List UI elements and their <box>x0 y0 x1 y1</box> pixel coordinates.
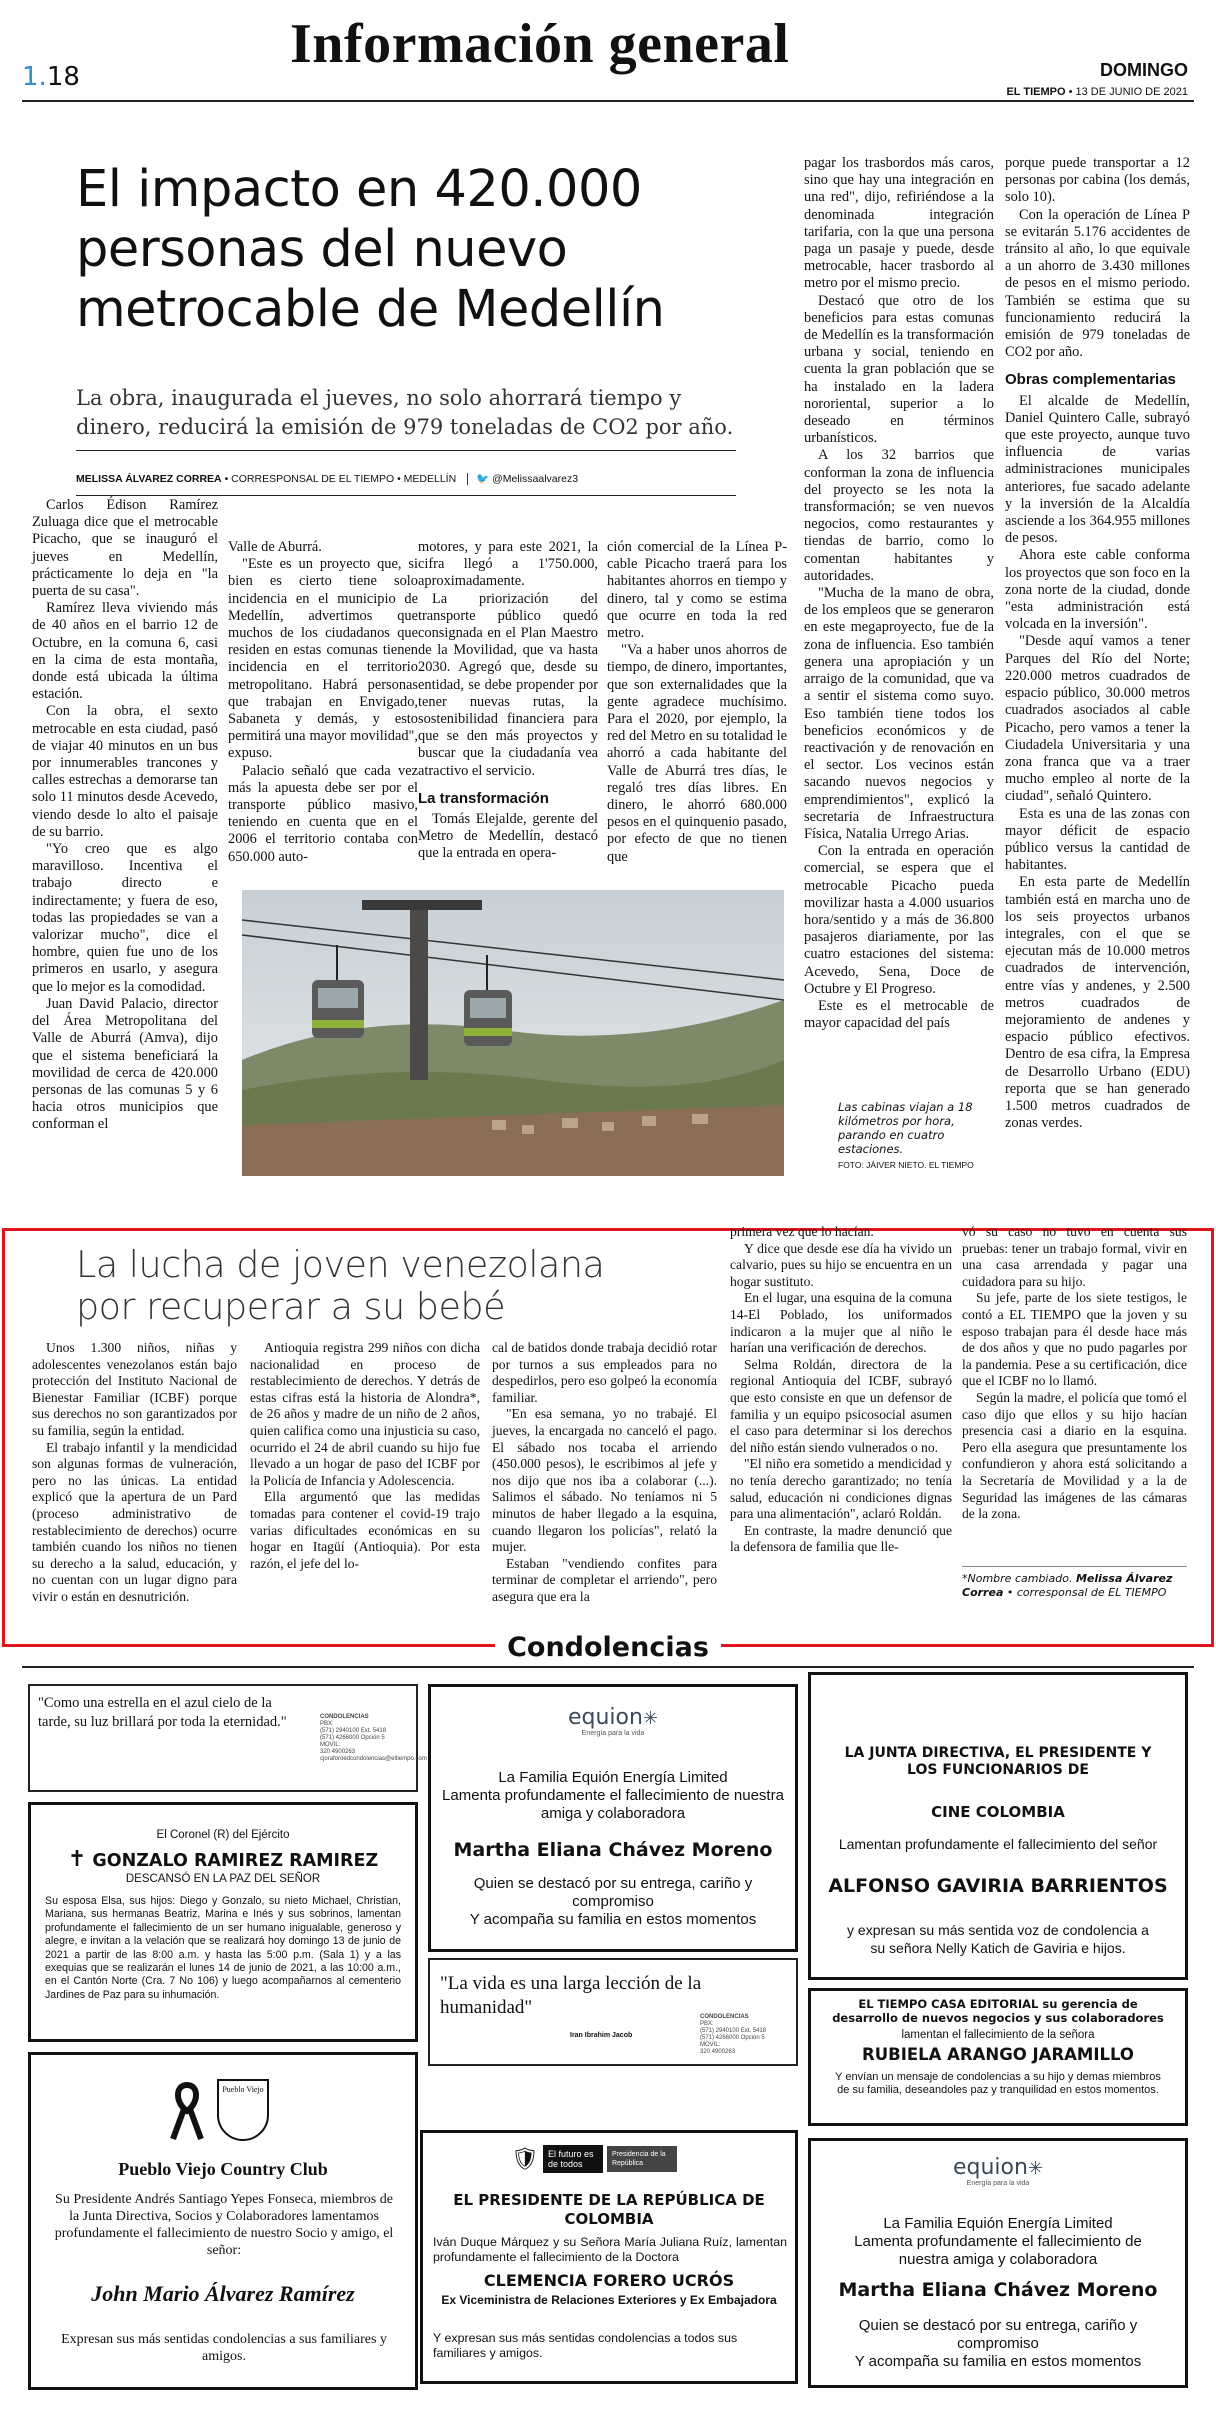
metrocable-photo <box>242 890 784 1176</box>
second-headline: La lucha de joven venezolana por recuperar a su bebé <box>76 1243 605 1328</box>
cross-icon: ✝ <box>67 1847 87 1872</box>
presidencia-logo: 🛡 El futuro es de todos Presidencia de la República <box>511 2139 711 2179</box>
pueblo-viejo-logo: Pueblo Viejo <box>217 2079 269 2141</box>
second-col-b: Antioquia registra 299 niños con dicha nacionalidad en proceso de restablecimiento de derechos. Y detrás de estas cifras está la historia de Alondra*, de 26 años y madre de un niño de 2 años, quien califica como una injusticia su caso, ocurrido el 24 de abril cuando su hijo fue llevado a un hogar de paso del ICBF por la Policía de Infancia y Adolescencia. Ella argumentó que las medidas tomadas para contener el covid-19 trajo varias dificultades económicas en su hogar en Itagüí (Antioquia). Por esta razón, el jefe del lo- <box>250 1340 480 1571</box>
notice-cine-colombia: LA JUNTA DIRECTIVA, EL PRESIDENTE Y LOS FUNCIONARIOS DE CINE COLOMBIA Lamentan profundamente el fallecimiento del señor ALFONSO GAVIRIA BARRIENTOS y expresan su más sentida voz de condolencia a su señora Nelly Katich de Gaviria e hijos. <box>808 1672 1188 1980</box>
photo-credit: FOTO: JÁIVER NIETO. EL TIEMPO <box>838 1160 974 1170</box>
notice-pueblo-viejo: Pueblo Viejo Pueblo Viejo Country Club Su Presidente Andrés Santiago Yepes Fonseca, miembros de la Junta Directiva, Socios y Colaboradores lamentamos profundamente el fallecimiento de nuestro Socio y amigo, el señor: John Mario Álvarez Ramírez Expresan sus más sentidas condolencias a sus familiares y amigos. <box>28 2052 418 2390</box>
section-title: Información general <box>290 13 790 75</box>
army-name-line: ✝ GONZALO RAMIREZ RAMIREZ <box>67 1847 379 1872</box>
main-col-d: ción comercial de la Línea P-cable Picacho traerá para los habitantes ahorros en tiempo y dinero, tal y como se estima que ocurre en toda la red metro. "Va a haber unos ahorros de tiempo, de dinero, importantes, que son externalidades que la gente agradece muchísimo. Para el 2020, por ejemplo, la red del Metro en su totalidad le ahorró a cada habitante del Valle de Aburrá tres días, le regaló tres días libres. En dinero, le ahorró 680.000 pesos en el quinquenio pasado, por efecto de que no tienen que <box>607 539 787 865</box>
second-col-d: primera vez que lo hacían. Y dice que desde ese día ha vivido un calvario, pues su hijo se encuentra en un hogar sustituto. En el lugar, una esquina de la comuna 14-El Poblado, los uniformados indicaron a la mujer que al niño le harían una verificación de derechos. Selma Roldán, directora de la regional Antioquia del ICBF, subrayó que esto consiste en que un defensor de familia y un equipo psicosocial asumen el caso para determinar si los derechos del niño están siendo vulnerados o no. "El niño era sometido a mendicidad y no tenía derecho garantizado; no tenía salud, educación ni condiciones dignas para una alimentación", aclaró Roldán. En contraste, la madre denunció que la defensora de familia que lle- <box>730 1224 952 1555</box>
second-col-c: cal de batidos donde trabaja decidió rotar por turnos a sus empleados para no despedirlos, pero eso golpeó la economía familiar. "En esa semana, yo no trabajé. El jueves, la encargada no canceló el pago. El sábado nos tocaba el arriendo (450.000 pesos), le escribimos al jefe y nos dijo que nos iba a colaborar (...). Salimos el sábado. No teníamos ni 5 minutos de haber llegado a la esquina, cuando llegaron los policías", relató la mujer. Estaban "vendiendo confites para terminar de completar el arriendo", pero asegura que era la <box>492 1340 717 1604</box>
main-headline: El impacto en 420.000 personas del nuevo metrocable de Medellín <box>76 160 665 339</box>
notice-army: El Coronel (R) del Ejército ✝ GONZALO RAMIREZ RAMIREZ DESCANSÓ EN LA PAZ DEL SEÑOR Su esposa Elsa, sus hijos: Diego y Gonzalo, su nieto Michael, Christian, Mariana, sus hermanas Beatriz, Marina e Inés y sus sobrinos, lamentan profundamente el fallecimiento de un ser humano inigualable, generoso y alegre, e invitan a la velación que se realizará hoy domingo 13 de junio de 2021 a partir de las 8:00 a.m. y hasta las 5:00 p.m. (Sala 1) y a las exequias que se realizarán el lunes 14 de junio de 2021, a las 10:00 a.m., en el Cantón Norte (Cra. 7 No 106) y luego acompañarnos al cementerio Jardines de Paz para su inhumación. <box>28 1802 418 2042</box>
equion-logo: equion✳ Energía para la vida <box>567 1705 659 1737</box>
second-footnote: *Nombre cambiado. Melissa Álvarez Correa • corresponsal de EL TIEMPO <box>962 1572 1173 1599</box>
contact-block-2: CONDOLENCIAS PBX: (571) 2940100 Ext. 5418 (571) 4266000 Opción 5 MOVIL: 320 4900263 <box>700 2014 767 2055</box>
condolences-title: Condolencias <box>0 1632 1216 1663</box>
notice-equion-1: equion✳ Energía para la vida La Familia Equión Energía Limited Lamenta profundamente el fallecimiento de nuestra amiga y colaboradora Martha Eliana Chávez Moreno Quien se destacó por su entrega, cariño y compromiso Y acompaña su familia en estos momentos <box>428 1684 798 1952</box>
second-col-a: Unos 1.300 niños, niñas y adolescentes venezolanos están bajo protección del Instituto Nacional de Bienestar Familiar (ICBF) porque sus derechos no son garantizados por su familia, según la entidad. El trabajo infantil y la mendicidad son algunas formas de vulneración, pero no las únicas. La entidad explicó que la apertura de un Pard (proceso administrativo de restablecimiento de derechos) ocurre también cuando los niños no tienen su derecho a la salud, educación, y no cuentan con un lugar digno para vivir o están en desnutrición. <box>32 1340 237 1604</box>
photo-caption: Las cabinas viajan a 18 kilómetros por hora, parando en cuatro estaciones. <box>838 1100 973 1156</box>
main-col-f: porque puede transportar a 12 personas por cabina (los demás, solo 10). Con la operación de Línea P se evitarán 5.176 accidentes de tránsito al año, lo que equivale a un ahorro de 3.430 millones de pesos en el mismo periodo. También se estima que su funcionamiento reducirá la emisión de 979 toneladas de CO2 por año. Obras complementarias El alcalde de Medellín, Daniel Quintero Calle, subrayó que este proyecto, aunque tuvo influencia de varias administraciones municipales anteriores, fue sacado adelante y la inversión de la Alcaldía asciende a los 364.955 millones de pesos. Ahora este cable conforma los proyectos que son foco en la zona norte de la ciudad, donde "esta administración está volcada en la inversión". "Desde aquí vamos a tener Parques del Río del Norte; 220.000 metros cuadrados de espacio público, 30.000 metros cuadrados asociados al cable Picacho, pero vamos a tener la Ciudadela Universitaria y una zona franca que va a traer mucho empleo al norte de la ciudad", señaló Quintero. Esta es una de las zonas con mayor déficit de espacio público versus la cantidad de habitantes. En esta parte de Medellín también está en marcha uno de los seis proyectos urbanos integrales, con el que se ejecutan más de 10.000 metros cuadrados de intervención, entre vías y andenes, y 2.500 metros cuadrados de mejoramiento de andenes y espacio público efectivos. Dentro de esa cifra, la Empresa de Desarrollo Urbano (EDU) reporta que se han generado 1.500 metros cuadrados de zonas verdes. <box>1005 155 1190 1132</box>
twitter-icon: 🐦 <box>467 473 489 485</box>
notice-presidencia: 🛡 El futuro es de todos Presidencia de la República EL PRESIDENTE DE LA REPÚBLICA DE COLOMBIA Iván Duque Márquez y su Señora María Juliana Ruíz, lamentan profundamente el fallecimiento de la Doctora CLEMENCIA FORERO UCRÓS Ex Viceministra de Relaciones Exteriores y Ex Embajadora Y expresan sus más sentidas condolencias a todos sus familiares y amigos. <box>420 2130 798 2384</box>
notice-star-quote: "Como una estrella en el azul cielo de la tarde, su luz brillará por toda la eternidad." CONDOLENCIAS PBX: (571) 2940100 Ext. 5418 (571) 4266000 Opción 5 MOVIL: 320 4900263 cjoraforoedcondolencias@eltiempo.com <box>28 1684 418 1792</box>
equion-logo-2: equion✳ Energía para la vida <box>952 2155 1044 2187</box>
second-col-e: vó su caso no tuvo en cuenta sus pruebas: tener un trabajo formal, vivir en una casa arrendada y pagar una cuidadora para su hijo. Su jefe, parte de los siete testigos, le contó a EL TIEMPO que la joven y su esposo trabajan para él desde hace más de dos años y que no pudo pagarles por la pandemia. Pese a su certificación, dice que el ICBF no lo llamó. Según la madre, el policía que tomó el caso dijo que ellos y su hijo hacían presencia casi a diario en la esquina. Pero ella asegura que presuntamente los confundieron y ahora está solicitando a la Secretaría de Movilidad y a la de Seguridad las imágenes de las cámaras de la zona. <box>962 1224 1187 1522</box>
contact-block: CONDOLENCIAS PBX: (571) 2940100 Ext. 5418 (571) 4266000 Opción 5 MOVIL: 320 4900263 cjoraforoedcondolencias@eltiempo.com <box>320 1714 427 1762</box>
notice-el-tiempo: EL TIEMPO CASA EDITORIAL su gerencia de desarrollo de nuevos negocios y sus colaboradores lamentan el fallecimiento de la señora RUBIELA ARANGO JARAMILLO Y envían un mensaje de condolencias a su hijo y demas miembros de su familia, deseandoles paz y tranquilidad en estos momentos. <box>808 1988 1188 2126</box>
main-col-a: Carlos Édison Ramírez Zuluaga dice que el metrocable Picacho, que se inauguró el jueves en Medellín, prácticamente lo deja en "la puerta de su casa". Ramírez lleva viviendo más de 40 años en el barrio 12 de Octubre, en la comuna 6, casi en la cima de esta montaña, donde está ubicada la última estación. Con la obra, el sexto metrocable en esta ciudad, pasó de viajar 40 minutos en un bus por innumerables trancones y calles estrechas a demorarse tan solo 11 minutos desde Acevedo, viendo desde lo alto el paisaje de su barrio. "Yo creo que es algo maravilloso. Incentiva el trabajo directo e indirectamente; y fuera de eso, todas las propiedades se van a valorizar mucho", dice el hombre, quien fue uno de los primeros en usarlo, y asegura que lo mejor es la comodidad. Juan David Palacio, director del Área Metropolitana del Valle de Aburrá (Amva), dijo que el sistema beneficiará la movilidad de cerca de 420.000 personas de las comunas 5 y 6 hacia otros municipios que conforman el <box>32 497 218 1133</box>
coat-of-arms-icon: 🛡 <box>511 2146 539 2172</box>
main-col-c: motores, y para este 2021, la cifra llegó a 1'750.000, aproximadamente. La priorización del transporte público quedó consignada en el Plan Maestro de la Movilidad, que va hasta 2030. Agregó que, desde su entidad, se debe propender por tener nuevas rutas, la sostenibilidad financiera para que se den más proyectos y buscar que la ciudadanía vea atractivo el servicio. La transformación Tomás Elejalde, gerente del Metro de Medellín, destacó que la entrada en opera- <box>418 539 598 862</box>
ribbon-icon <box>167 2081 207 2141</box>
day-label: DOMINGO <box>1100 60 1188 80</box>
notice-equion-2: equion✳ Energía para la vida La Familia Equión Energía Limited Lamenta profundamente el fallecimiento de nuestra amiga y colaboradora Martha Eliana Chávez Moreno Quien se destacó por su entrega, cariño y compromiso Y acompaña su familia en estos momentos <box>808 2138 1188 2388</box>
page-number: 1.18 <box>22 62 80 92</box>
main-col-e: pagar los trasbordos más caros, sino que hay una integración en una red", dijo, refiriéndose a la denominada integración tarifaria, con la que una persona paga un pasaje y puede, desde metrocable, hacer trasbordo al metro por el mismo precio. Destacó que otro de los beneficios para estas comunas de Medellín es la transformación urbana y social, teniendo en cuenta la gran población que se ha instalado en la ladera nororiental, superior a lo deseado en términos urbanísticos. A los 32 barrios que conforman la zona de influencia del proyecto se les nota la transformación; se ven nuevos negocios, como restaurantes y tiendas de barrio, como lo comentan habitantes y autoridades. "Mucha de la mano de obra, de los empleos que se generaron en este megaproyecto, fue de la zona de influencia. Eso también genera una apropiación y un arraigo de la comunidad, que va a sentir el sistema como suyo. Eso también tiene todos los beneficios económicos y de reactivación y de renovación en el sector. Los vecinos están sacando nuevos negocios y emprendimientos", explicó la secretaria de Infraestructura Física, Natalia Urrego Arias. Con la entrada en operación comercial, se espera que el metrocable Picacho pueda movilizar hasta a 4.000 usuarios hora/sentido y a más de 36.800 pasajeros diariamente, por las cuatro estaciones del sistema: Acevedo, Sena, Doce de Octubre y El Progreso. Este es el metrocable de mayor capacidad del país <box>804 155 994 1032</box>
main-col-b: Valle de Aburrá. "Este es un proyecto que, si bien es cierto tiene solo incidencia en el municipio de Medellín, advertimos que muchos de los ciudadanos que residen en estas comunas tienen incidencia en el territorio metropolitano. Habrá personas que trabajan en Envigado, Sabaneta y demás, y esto permitirá una mayor movilidad", expuso. Palacio señaló que cada vez más la apuesta debe ser por el transporte público masivo, teniendo en cuenta que en el 2006 el territorio contaba con 650.000 auto- <box>228 539 418 865</box>
date-line: EL TIEMPO • 13 DE JUNIO DE 2021 <box>1006 86 1188 98</box>
byline-handle: @Melissaalvarez3 <box>492 473 579 485</box>
byline: MELISSA ÁLVAREZ CORREA • CORRESPONSAL DE EL TIEMPO • MEDELLÍN 🐦 @Melissaalvarez3 <box>76 473 579 485</box>
main-deck: La obra, inaugurada el jueves, no solo ahorrará tiempo y dinero, reducirá la emisión de 979 toneladas de CO2 por año. <box>76 386 734 439</box>
notice-life-quote: "La vida es una larga lección de la humanidad" Iran Ibrahim Jacob CONDOLENCIAS PBX: (571) 2940100 Ext. 5418 (571) 4266000 Opción 5 MOVIL: 320 4900263 <box>428 1958 798 2066</box>
